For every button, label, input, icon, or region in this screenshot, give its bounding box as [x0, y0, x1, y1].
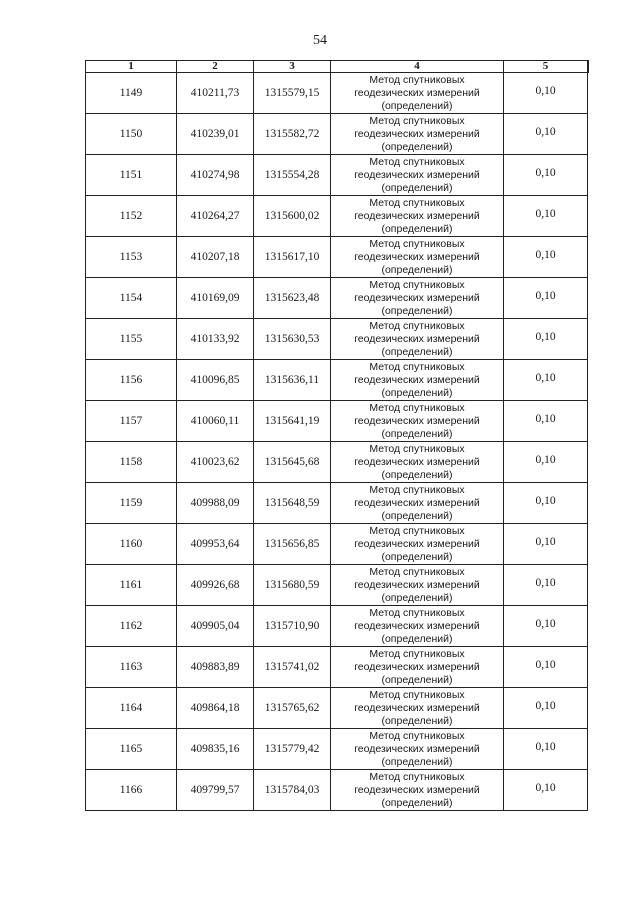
accuracy-value: 0,10	[535, 577, 556, 589]
x-coordinate-cell: 410239,01	[177, 114, 254, 155]
method-text-line: (определений)	[381, 99, 453, 112]
column-header-2: 2	[177, 61, 254, 73]
method-text-line: геодезических измерений	[354, 373, 480, 386]
point-number-cell: 1158	[86, 442, 177, 483]
accuracy-value: 0,10	[535, 454, 556, 466]
method-cell	[331, 483, 504, 524]
accuracy-value: 0,10	[535, 536, 556, 548]
method-text-line: Метод спутниковых	[369, 196, 465, 209]
accuracy-cell	[504, 319, 588, 360]
column-header-1: 1	[86, 61, 177, 73]
method-text-line: (определений)	[381, 714, 453, 727]
method-text-line: геодезических измерений	[354, 250, 480, 263]
point-number-cell: 1153	[86, 237, 177, 278]
method-text-line: Метод спутниковых	[369, 401, 465, 414]
method-text-line: Метод спутниковых	[369, 73, 465, 86]
method-text-line: геодезических измерений	[354, 332, 480, 345]
method-text-line: (определений)	[381, 304, 453, 317]
accuracy-value: 0,10	[535, 331, 556, 343]
point-number-cell: 1164	[86, 688, 177, 729]
method-text-line: Метод спутниковых	[369, 360, 465, 373]
accuracy-cell	[504, 73, 588, 114]
table-row	[86, 606, 588, 647]
method-text-line: (определений)	[381, 181, 453, 194]
accuracy-cell	[504, 770, 588, 811]
method-text-line: геодезических измерений	[354, 742, 480, 755]
accuracy-value: 0,10	[535, 126, 556, 138]
method-text-line: (определений)	[381, 468, 453, 481]
accuracy-cell	[504, 729, 588, 770]
table-row	[86, 114, 588, 155]
method-text-line: (определений)	[381, 427, 453, 440]
table-row	[86, 770, 588, 811]
method-cell	[331, 606, 504, 647]
accuracy-cell	[504, 278, 588, 319]
table-row	[86, 155, 588, 196]
method-text-line: (определений)	[381, 796, 453, 809]
x-coordinate-cell: 409883,89	[177, 647, 254, 688]
method-cell	[331, 770, 504, 811]
table-row	[86, 688, 588, 729]
method-cell	[331, 360, 504, 401]
method-cell	[331, 319, 504, 360]
table-row	[86, 319, 588, 360]
header-border-mark	[588, 60, 591, 73]
point-number-cell: 1161	[86, 565, 177, 606]
point-number-cell: 1156	[86, 360, 177, 401]
accuracy-value: 0,10	[535, 700, 556, 712]
x-coordinate-cell: 410023,62	[177, 442, 254, 483]
point-number-cell: 1154	[86, 278, 177, 319]
method-text-line: геодезических измерений	[354, 291, 480, 304]
method-text-line: геодезических измерений	[354, 414, 480, 427]
point-number-cell: 1160	[86, 524, 177, 565]
x-coordinate-cell: 409835,16	[177, 729, 254, 770]
table-row	[86, 278, 588, 319]
y-coordinate-cell: 1315656,85	[254, 524, 331, 565]
point-number-cell: 1157	[86, 401, 177, 442]
method-cell	[331, 442, 504, 483]
accuracy-value: 0,10	[535, 495, 556, 507]
method-text-line: геодезических измерений	[354, 496, 480, 509]
table-header-row	[86, 61, 588, 73]
y-coordinate-cell: 1315784,03	[254, 770, 331, 811]
point-number-cell: 1149	[86, 73, 177, 114]
x-coordinate-cell: 410211,73	[177, 73, 254, 114]
accuracy-value: 0,10	[535, 372, 556, 384]
method-cell	[331, 196, 504, 237]
y-coordinate-cell: 1315630,53	[254, 319, 331, 360]
table-row	[86, 524, 588, 565]
accuracy-cell	[504, 606, 588, 647]
method-cell	[331, 729, 504, 770]
method-text-line: Метод спутниковых	[369, 278, 465, 291]
column-header-5: 5	[504, 61, 588, 73]
y-coordinate-cell: 1315648,59	[254, 483, 331, 524]
x-coordinate-cell: 409926,68	[177, 565, 254, 606]
table-row	[86, 442, 588, 483]
table-row	[86, 360, 588, 401]
accuracy-value: 0,10	[535, 167, 556, 179]
method-text-line: геодезических измерений	[354, 455, 480, 468]
method-text-line: геодезических измерений	[354, 168, 480, 181]
accuracy-value: 0,10	[535, 290, 556, 302]
x-coordinate-cell: 410207,18	[177, 237, 254, 278]
accuracy-value: 0,10	[535, 413, 556, 425]
method-cell	[331, 237, 504, 278]
method-text-line: Метод спутниковых	[369, 155, 465, 168]
table-row	[86, 565, 588, 606]
y-coordinate-cell: 1315741,02	[254, 647, 331, 688]
method-text-line: геодезических измерений	[354, 209, 480, 222]
table-row	[86, 647, 588, 688]
method-text-line: Метод спутниковых	[369, 565, 465, 578]
method-text-line: Метод спутниковых	[369, 688, 465, 701]
accuracy-cell	[504, 401, 588, 442]
accuracy-cell	[504, 442, 588, 483]
point-number-cell: 1155	[86, 319, 177, 360]
column-header-3: 3	[254, 61, 331, 73]
point-number-cell: 1166	[86, 770, 177, 811]
x-coordinate-cell: 409988,09	[177, 483, 254, 524]
page-number: 54	[313, 33, 327, 48]
y-coordinate-cell: 1315641,19	[254, 401, 331, 442]
table-row	[86, 729, 588, 770]
y-coordinate-cell: 1315554,28	[254, 155, 331, 196]
method-text-line: геодезических измерений	[354, 701, 480, 714]
table-row	[86, 196, 588, 237]
method-cell	[331, 647, 504, 688]
method-text-line: геодезических измерений	[354, 86, 480, 99]
method-text-line: Метод спутниковых	[369, 483, 465, 496]
method-text-line: Метод спутниковых	[369, 442, 465, 455]
x-coordinate-cell: 409905,04	[177, 606, 254, 647]
method-text-line: геодезических измерений	[354, 578, 480, 591]
y-coordinate-cell: 1315600,02	[254, 196, 331, 237]
method-text-line: Метод спутниковых	[369, 237, 465, 250]
method-text-line: Метод спутниковых	[369, 606, 465, 619]
x-coordinate-cell: 410264,27	[177, 196, 254, 237]
accuracy-cell	[504, 155, 588, 196]
x-coordinate-cell: 410274,98	[177, 155, 254, 196]
method-text-line: Метод спутниковых	[369, 770, 465, 783]
point-number-cell: 1152	[86, 196, 177, 237]
x-coordinate-cell: 410169,09	[177, 278, 254, 319]
method-text-line: геодезических измерений	[354, 619, 480, 632]
method-text-line: (определений)	[381, 140, 453, 153]
table-row	[86, 237, 588, 278]
method-cell	[331, 73, 504, 114]
x-coordinate-cell: 410096,85	[177, 360, 254, 401]
method-cell	[331, 524, 504, 565]
y-coordinate-cell: 1315579,15	[254, 73, 331, 114]
method-text-line: (определений)	[381, 509, 453, 522]
method-cell	[331, 401, 504, 442]
method-text-line: (определений)	[381, 386, 453, 399]
x-coordinate-cell: 410133,92	[177, 319, 254, 360]
y-coordinate-cell: 1315765,62	[254, 688, 331, 729]
x-coordinate-cell: 410060,11	[177, 401, 254, 442]
method-text-line: геодезических измерений	[354, 660, 480, 673]
method-text-line: Метод спутниковых	[369, 114, 465, 127]
method-cell	[331, 155, 504, 196]
y-coordinate-cell: 1315617,10	[254, 237, 331, 278]
accuracy-cell	[504, 114, 588, 155]
accuracy-cell	[504, 647, 588, 688]
method-text-line: (определений)	[381, 550, 453, 563]
accuracy-value: 0,10	[535, 659, 556, 671]
x-coordinate-cell: 409953,64	[177, 524, 254, 565]
accuracy-cell	[504, 483, 588, 524]
accuracy-cell	[504, 565, 588, 606]
method-text-line: (определений)	[381, 755, 453, 768]
method-cell	[331, 278, 504, 319]
method-text-line: геодезических измерений	[354, 783, 480, 796]
accuracy-value: 0,10	[535, 782, 556, 794]
method-cell	[331, 688, 504, 729]
method-text-line: (определений)	[381, 222, 453, 235]
y-coordinate-cell: 1315710,90	[254, 606, 331, 647]
point-number-cell: 1150	[86, 114, 177, 155]
method-text-line: Метод спутниковых	[369, 524, 465, 537]
table-row	[86, 73, 588, 114]
point-number-cell: 1159	[86, 483, 177, 524]
y-coordinate-cell: 1315582,72	[254, 114, 331, 155]
accuracy-cell	[504, 237, 588, 278]
accuracy-cell	[504, 524, 588, 565]
y-coordinate-cell: 1315623,48	[254, 278, 331, 319]
method-text-line: (определений)	[381, 263, 453, 276]
method-text-line: Метод спутниковых	[369, 729, 465, 742]
point-number-cell: 1163	[86, 647, 177, 688]
point-number-cell: 1162	[86, 606, 177, 647]
method-text-line: (определений)	[381, 345, 453, 358]
method-text-line: (определений)	[381, 673, 453, 686]
y-coordinate-cell: 1315636,11	[254, 360, 331, 401]
accuracy-value: 0,10	[535, 249, 556, 261]
table-row	[86, 401, 588, 442]
method-text-line: геодезических измерений	[354, 537, 480, 550]
method-text-line: Метод спутниковых	[369, 647, 465, 660]
accuracy-value: 0,10	[535, 741, 556, 753]
accuracy-cell	[504, 196, 588, 237]
method-text-line: (определений)	[381, 591, 453, 604]
y-coordinate-cell: 1315680,59	[254, 565, 331, 606]
method-text-line: (определений)	[381, 632, 453, 645]
y-coordinate-cell: 1315779,42	[254, 729, 331, 770]
y-coordinate-cell: 1315645,68	[254, 442, 331, 483]
method-cell	[331, 565, 504, 606]
method-cell	[331, 114, 504, 155]
point-number-cell: 1151	[86, 155, 177, 196]
accuracy-cell	[504, 688, 588, 729]
column-header-4: 4	[331, 61, 504, 73]
coordinates-table	[85, 60, 588, 811]
point-number-cell: 1165	[86, 729, 177, 770]
accuracy-value: 0,10	[535, 618, 556, 630]
accuracy-value: 0,10	[535, 208, 556, 220]
accuracy-value: 0,10	[535, 85, 556, 97]
x-coordinate-cell: 409799,57	[177, 770, 254, 811]
table-body	[86, 73, 588, 811]
x-coordinate-cell: 409864,18	[177, 688, 254, 729]
method-text-line: геодезических измерений	[354, 127, 480, 140]
table-row	[86, 483, 588, 524]
method-text-line: Метод спутниковых	[369, 319, 465, 332]
accuracy-cell	[504, 360, 588, 401]
